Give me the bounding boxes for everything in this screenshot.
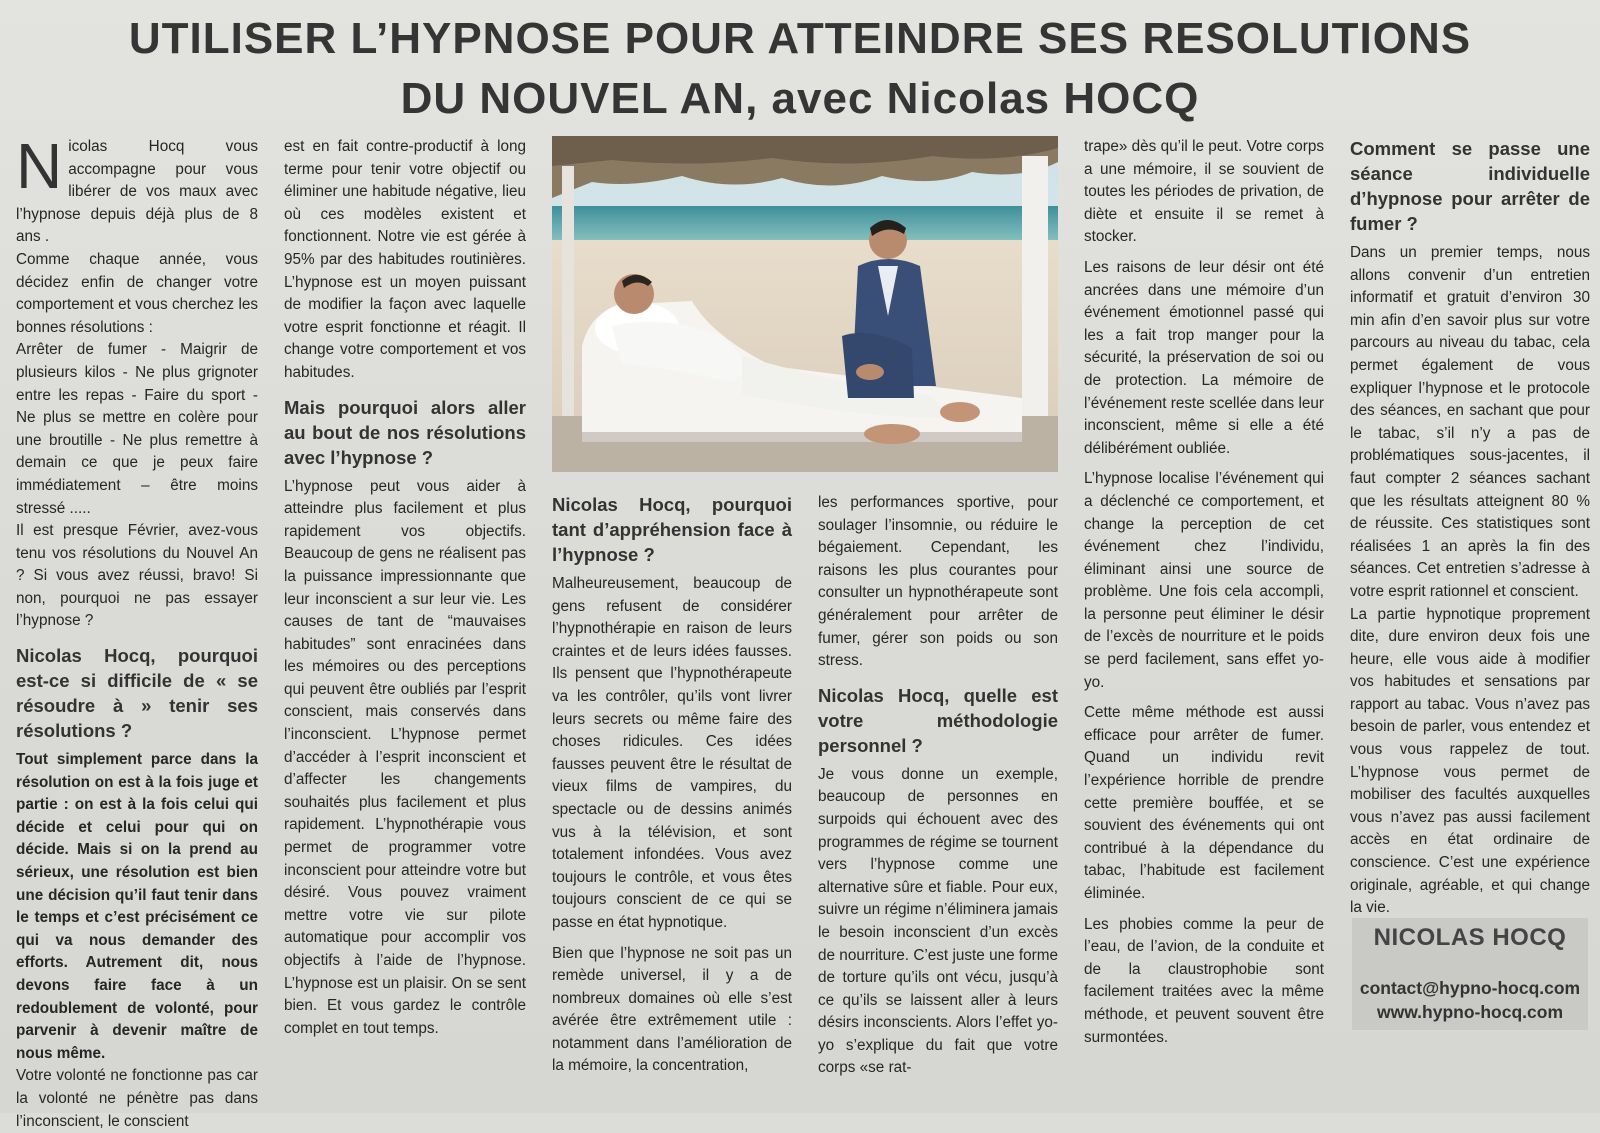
question-heading: Mais pourquoi alors aller au bout de nos résolutions avec l’hypnose ? bbox=[284, 396, 526, 468]
paragraph: La partie hypnotique proprement dite, dure environ deux fois une heure, elle vous aide à modifier vos habitudes et sensations par rapport au tabac. Vous n’avez pas besoin de parler, vous entendez et vous vous rappelez de tout. L’hypnose vous permet de mobiliser des facultés auxquelles vous n’avez pas aussi facilement accès en état ordinaire de conscience. C’est une expérience originale, agréable, et qui change la vie. bbox=[1350, 605, 1590, 917]
column-2 bbox=[284, 136, 526, 1040]
column-5 bbox=[1084, 136, 1324, 1049]
question-heading: Nicolas Hocq, quelle est votre méthodologie personnel ? bbox=[818, 684, 1058, 756]
paragraph: Il est presque Février, avez-vous tenu vos résolutions du Nouvel An ? Si vous avez réussi, bravo! Si non, pourquoi ne pas essayer l’hypnose ? bbox=[16, 522, 258, 630]
intro-paragraph bbox=[16, 130, 258, 249]
paragraph: Arrêter de fumer - Maigrir de plusieurs kilos - Ne plus grignoter entre les repas - Faire du sport - Ne plus se mettre en colère pour une broutille - Ne plus remettre à demain ce que je peux faire immédiatement – être moins stressé ..... bbox=[16, 341, 258, 517]
author-name: NICOLAS HOCQ bbox=[1373, 924, 1567, 951]
paragraph: Malheureusement, beaucoup de gens refusent de considérer l’hypnothérapie en raison de leurs craintes et de leurs idées fausses. Ils pensent que l’hypnothérapeute va les contrôler, qu’ils vont livrer leurs secrets ou même faire des choses ridicules. Ces idées fausses peuvent être le résultat de vieux films de vampires, du spectacle ou de dessins animés vus à la télévision, et sont totalement infondées. Vous avez toujours le contrôle, et vous êtes toujours conscient de ce qui se passe en état hypnotique. bbox=[552, 575, 792, 931]
signature-box bbox=[1352, 918, 1588, 1030]
article-title-line-1: UTILISER L’HYPNOSE POUR ATTEINDRE SES RESOLUTIONS bbox=[128, 14, 1472, 63]
paragraph: L’hypnose localise l’événement qui a déclenché ce comportement, et change la perception de cet événement chez l’individu, éliminant ainsi une source de problème. Une fois cela accompli, la personne peut éliminer le désir de l’excès de nourriture et le poids se perd facilement, sans effet yo-yo. bbox=[1084, 470, 1324, 691]
column-1 bbox=[16, 130, 258, 1133]
question-heading: Nicolas Hocq, pourquoi tant d’appréhension face à l’hypnose ? bbox=[552, 494, 792, 565]
paragraph: Bien que l’hypnose ne soit pas un remède universel, il y a de nombreux domaines où elle s’est avérée être extrêmement utile : notamment dans l’amélioration de la mémoire, la concentration, bbox=[552, 944, 792, 1075]
contact-email: contact@hypno-hocq.com bbox=[1359, 978, 1581, 998]
paragraph: Votre volonté ne fonctionne pas car la volonté ne pénètre pas dans l’inconscient, le conscient bbox=[16, 1067, 258, 1130]
paragraph: est en fait contre-productif à long terme pour tenir votre objectif ou éliminer une habitude négative, lieu où ces modèles existent et fonctionnent. Notre vie est gérée à 95% par des habitudes routinières. L’hypnose est un moyen puissant de modifier la façon avec laquelle votre esprit fonctionne et réagit. Il change votre comportement et vos habitudes. bbox=[284, 138, 526, 381]
question-heading: Comment se passe une séance individuelle d’hypnose pour arrêter de fumer ? bbox=[1350, 138, 1590, 234]
article-title-line-2: DU NOUVEL AN, avec Nicolas HOCQ bbox=[400, 74, 1200, 123]
paragraph: Je vous donne un exemple, beaucoup de personnes en surpoids qui échouent avec des programmes de régime se tournent vers l’hypnose comme une alternative sûre et fiable. Pour eux, suivre un régime n’éliminera jamais le besoin inconscient d’un excès de nourriture. C’est juste une forme de torture qu’ils ont vécu, jusqu’à ce qu’ils se laissent aller à leurs désirs inconscients. Alors l’effet yo-yo s’explique du fait que votre corps «se rat- bbox=[818, 765, 1058, 1077]
article-photo bbox=[552, 136, 1058, 472]
paragraph: L’hypnose peut vous aider à atteindre plus facilement et plus rapidement vos objectifs. Beaucoup de gens ne réalisent pas la puissance impressionnante que leur inconscient a sur leur vie. Les causes de tant de “mauvaises habitudes” sont enracinées dans les mémoires ou des perceptions qui peuvent être oubliés par l’esprit conscient, mais conservés dans l’inconscient. L’hypnose permet d’accéder à l’esprit inconscient et d’affecter les changements souhaités plus facilement et plus rapidement. L’hypnothérapie vous permet de programmer votre inconscient pour atteindre votre but désiré. Vous pouvez vraiment mettre votre vie sur pilote automatique pour accomplir vos objectifs à l’aide de l’hypnose. L’hypnose est un plaisir. On se sent bien. Et vous gardez le contrôle complet en tout temps. bbox=[284, 477, 526, 1037]
paragraph: Les phobies comme la peur de l’eau, de l’avion, de la conduite et de la claustrophobie sont facilement traitées avec la même méthode, et peuvent souvent être surmontées. bbox=[1084, 915, 1324, 1046]
website-url: www.hypno-hocq.com bbox=[1376, 1002, 1563, 1022]
beach-hypnosis-photo bbox=[552, 136, 1058, 472]
intro-text: icolas Hocq vous accompagne pour vous libérer de vos maux avec l’hypnose depuis déjà plus de 8 ans . bbox=[16, 138, 258, 246]
question-heading: Nicolas Hocq, pourquoi est-ce si difficile de « se résoudre à » tenir ses résolutions ? bbox=[16, 645, 258, 742]
column-4 bbox=[818, 492, 1058, 1080]
column-3 bbox=[552, 492, 792, 1078]
paragraph: trape» dès qu’il le peut. Votre corps a une mémoire, il se souvient de toutes les périodes de privation, de diète et ensuite il se remet à stocker. bbox=[1084, 138, 1324, 246]
paragraph: Les raisons de leur désir ont été ancrées dans une mémoire d’un événement émotionnel passé qui les a fait trop manger pour la sécurité, la préservation de soi ou de protection. La mémoire de l’événement reste scellée dans leur inconscient, même si elle a été délibérément oubliée. bbox=[1084, 258, 1324, 457]
column-6 bbox=[1350, 136, 1590, 920]
answer-paragraph: Tout simplement parce dans la résolution on est à la fois juge et partie : on est à la fois celui qui décide et celui pour qui on décide. Mais si on la prend au sérieux, une résolution est bien une décision qu’il faut tenir dans le temps et c’est précisément ce qui va nous demander des efforts. Autrement dit, nous devons faire face à un redoublement de volonté, pour parvenir à devenir maître de nous même. bbox=[16, 751, 258, 1062]
paragraph: Cette même méthode est aussi efficace pour arrêter de fumer. Quand un individu revit l’expérience horrible de prendre cette première bouffée, et se souvient des événements qui ont contribué à la dépendance du tabac, l’habitude est facilement éliminée. bbox=[1084, 704, 1324, 902]
drop-cap: N bbox=[16, 130, 63, 202]
paragraph: les performances sportive, pour soulager l’insomnie, ou réduire le bégaiement. Cependant, les raisons les plus courantes pour consulter un hypnothérapeute sont généralement pour arrêter de fumer, gérer son poids ou son stress. bbox=[818, 494, 1058, 670]
paragraph: Dans un premier temps, nous allons convenir d’un entretien informatif et gratuit d’environ 30 min afin d’en savoir plus sur votre parcours au niveau du tabac, cela permet également de vous expliquer l’hypnose et le protocole des séances, en sachant que pour le tabac, s’il n’y a pas de problématiques sous-jacentes, il faut compter 2 séances sachant que les résultats atteignent 80 % de réussite. Ces statistiques sont réalisées 1 an après la fin des séances. Cet entretien s’adresse à votre esprit rationnel et conscient. bbox=[1350, 244, 1590, 600]
paragraph: Comme chaque année, vous décidez enfin de changer votre comportement et vous cherchez les bonnes résolutions : bbox=[16, 250, 258, 336]
